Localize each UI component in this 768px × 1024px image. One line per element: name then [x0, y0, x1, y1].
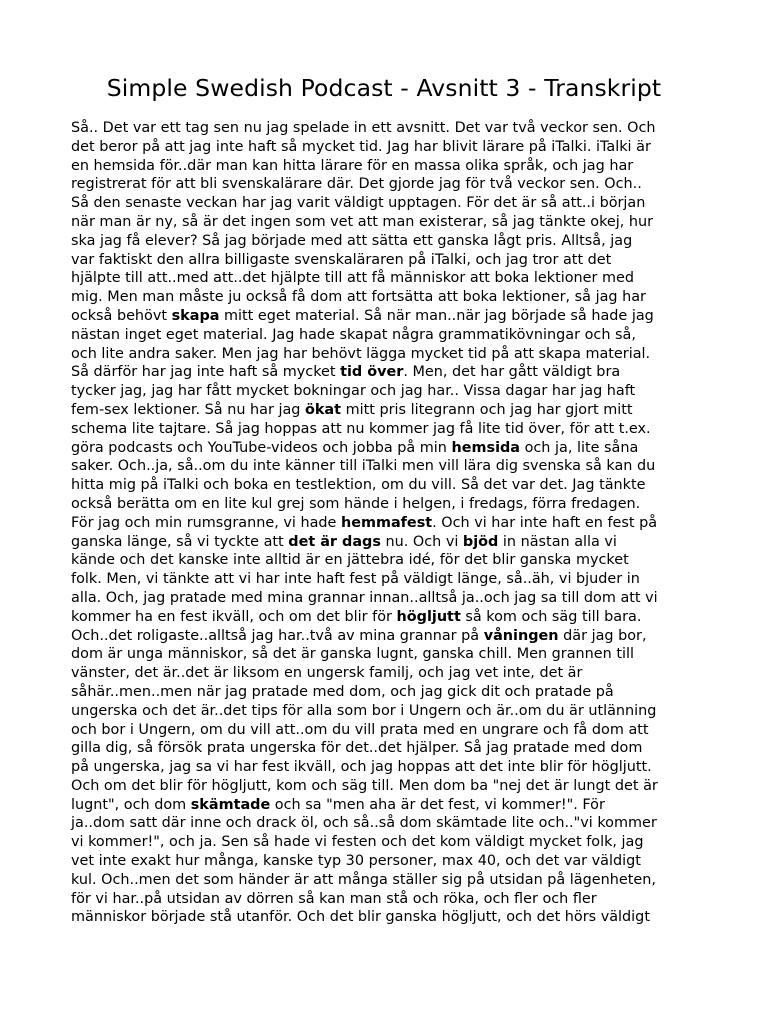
vocab-highlight: bjöd [462, 533, 499, 550]
transcript-text: Så den senaste veckan har jag varit väldigt upptagen. För det är så att..i början [71, 195, 646, 212]
transcript-line [71, 363, 701, 382]
transcript-body [71, 119, 701, 927]
transcript-text: ungerska och det är..det tips för alla som bor i Ungern och är..om du är utlänning [71, 702, 657, 719]
transcript-line [71, 213, 701, 232]
transcript-text: vi kommer!", och ja. Sen så hade vi festen och det kom väldigt mycket folk, jag [71, 834, 644, 851]
transcript-text: på ungerska, jag sa vi har fest ikväll, och jag hoppas att det inte blir för högljutt. [71, 759, 652, 776]
transcript-line [71, 251, 701, 270]
transcript-text: folk. Men, vi tänkte att vi har inte haft fest på väldigt länge, så..äh, vi bjuder in [71, 571, 640, 588]
transcript-text: in nästan alla vi [498, 533, 617, 550]
transcript-text: registrerat för att bli svenskalärare där. Det gjorde jag för två veckor sen. Och.. [71, 176, 642, 193]
transcript-line [71, 194, 701, 213]
transcript-text: vet inte exakt hur många, kanske typ 30 personer, max 40, och det var väldigt [71, 853, 641, 870]
page-title: Simple Swedish Podcast - Avsnitt 3 - Transkript [106, 74, 662, 102]
transcript-text: tycker jag, jag har fått mycket bokningar och jag har.. Vissa dagar har jag haft [71, 383, 636, 400]
transcript-text: mig. Men man måste ju också få dom att fortsätta att boka lektioner, så jag har [71, 289, 646, 306]
transcript-line [71, 702, 701, 721]
transcript-line [71, 345, 701, 364]
transcript-line [71, 138, 701, 157]
transcript-line [71, 664, 701, 683]
transcript-line [71, 326, 701, 345]
transcript-line [71, 796, 701, 815]
transcript-text: Så därför har jag inte haft så mycket [71, 364, 341, 381]
transcript-text: och bor i Ungern, om du vill att..om du vill prata med en ungrare och få dom att [71, 721, 649, 738]
transcript-text: Och..det roligaste..alltså jag har..två av mina grannar på [71, 627, 484, 644]
transcript-line [71, 589, 701, 608]
transcript-text: mitt eget material. Så när man..när jag började så hade jag [219, 307, 654, 324]
vocab-highlight: ökat [304, 401, 342, 418]
transcript-text: och ja, lite såna [520, 439, 639, 456]
transcript-line [71, 514, 701, 533]
vocab-highlight: skapa [171, 307, 220, 324]
transcript-line [71, 269, 701, 288]
transcript-line [71, 852, 701, 871]
transcript-text: när man är ny, så är det ingen som vet att man existerar, så jag tänkte okej, hur [71, 213, 654, 230]
vocab-highlight: högljutt [396, 608, 461, 625]
transcript-text: . Men, det har gått väldigt bra [403, 364, 621, 381]
transcript-text: också behövt [71, 307, 172, 324]
transcript-text: så kom och säg till bara. [460, 608, 642, 625]
transcript-text: . Och vi har inte haft en fest på [432, 514, 658, 531]
transcript-line [71, 382, 701, 401]
transcript-text: schema lite tajtare. Så jag hoppas att nu kommer jag få lite tid över, för att t.ex. [71, 420, 651, 437]
transcript-text: nästan inget eget material. Jag hade skapat några grammatikövningar och så, [71, 326, 636, 343]
transcript-text: en hemsida för..där man kan hitta lärare för en massa olika språk, och jag har [71, 157, 634, 174]
transcript-text: kommer ha en fest ikväll, och om det blir för [71, 608, 397, 625]
transcript-text: och lite andra saker. Men jag har behövt lägga mycket tid på att skapa material. [71, 345, 651, 362]
transcript-line [71, 476, 701, 495]
transcript-line [71, 551, 701, 570]
transcript-text: alla. Och, jag pratade med mina grannar innan..alltså ja..och jag sa till dom att vi [71, 589, 658, 606]
transcript-line [71, 683, 701, 702]
transcript-line [71, 777, 701, 796]
transcript-text: det beror på att jag inte haft så mycket tid. Jag har blivit lärare på iTalki. iTalki är [71, 138, 651, 155]
transcript-text: nu. Och vi [380, 533, 463, 550]
vocab-highlight: hemmafest [340, 514, 433, 531]
transcript-text: och sa "men aha är det fest, vi kommer!". För [270, 796, 605, 813]
transcript-text: hitta mig på iTalki och boka en testlektion, om du vill. Så det var det. Jag tänkte [71, 477, 646, 494]
transcript-line [71, 570, 701, 589]
transcript-text: För jag och min rumsgranne, vi hade [71, 514, 341, 531]
transcript-line [71, 420, 701, 439]
transcript-line [71, 721, 701, 740]
transcript-line [71, 175, 701, 194]
transcript-text: människor började stå utanför. Och det blir ganska högljutt, och det hörs väldigt [71, 909, 650, 926]
transcript-text: såhär..men..men när jag pratade med dom, och jag gick dit och pratade på [71, 683, 614, 700]
transcript-line [71, 758, 701, 777]
transcript-text: också berätta om en lite kul grej som hände i helgen, i fredags, förra fredagen. [71, 495, 641, 512]
transcript-line [71, 814, 701, 833]
transcript-text: för vi har..på utsidan av dörren så kan man stå och röka, och fler och fler [71, 890, 597, 907]
transcript-text: ganska länge, så vi tyckte att [71, 533, 289, 550]
transcript-text: saker. Och..ja, så..om du inte känner till iTalki men vill lära dig svenska så kan du [71, 458, 656, 475]
transcript-line [71, 739, 701, 758]
transcript-text: fem-sex lektioner. Så nu har jag [71, 401, 305, 418]
transcript-text: Så.. Det var ett tag sen nu jag spelade in ett avsnitt. Det var två veckor sen. Och [71, 120, 656, 136]
transcript-text: ska jag få elever? Så jag började med att sätta ett ganska lågt pris. Alltså, jag [71, 232, 633, 249]
transcript-text: Och om det blir för högljutt, kom och säg till. Men dom ba "nej det är lungt det är [71, 777, 658, 794]
transcript-line [71, 645, 701, 664]
transcript-line [71, 307, 701, 326]
transcript-line [71, 908, 701, 927]
transcript-text: kul. Och..men det som händer är att många ställer sig på utsidan på lägenheten, [71, 871, 656, 888]
transcript-line [71, 871, 701, 890]
vocab-highlight: hemsida [451, 439, 521, 456]
transcript-text: göra podcasts och YouTube-videos och jobba på min [71, 439, 452, 456]
transcript-line [71, 119, 701, 138]
transcript-text: hjälpte till att..med att..det hjälpte till att få människor att boka lektioner med [71, 270, 635, 287]
transcript-line [71, 232, 701, 251]
transcript-text: ja..dom satt där inne och drack öl, och så..så dom skämtade lite och.."vi kommer [71, 815, 657, 832]
transcript-line [71, 288, 701, 307]
vocab-highlight: skämtade [190, 796, 271, 813]
transcript-line [71, 457, 701, 476]
transcript-line [71, 439, 701, 458]
transcript-line [71, 608, 701, 627]
vocab-highlight: det är dags [288, 533, 381, 550]
transcript-text: där jag bor, [558, 627, 647, 644]
transcript-text: var faktiskt den allra billigaste svenskaläraren på iTalki, och jag tror att det [71, 251, 612, 268]
transcript-text: vänster, det är..det är liksom en ungersk familj, och jag vet inte, det är [71, 665, 583, 682]
transcript-text: gilla dig, så försök prata ungerska för det..det hjälper. Så jag pratade med dom [71, 740, 643, 757]
vocab-highlight: tid över [340, 364, 404, 381]
transcript-line [71, 627, 701, 646]
transcript-line [71, 401, 701, 420]
vocab-highlight: våningen [483, 627, 559, 644]
transcript-text: lugnt", och dom [71, 796, 191, 813]
transcript-line [71, 157, 701, 176]
transcript-text: kände och det kanske inte alltid är en jättebra idé, för det blir ganska mycket [71, 552, 629, 569]
transcript-text: dom är unga människor, så det är ganska lugnt, ganska chill. Men grannen till [71, 646, 634, 663]
transcript-text: mitt pris litegrann och jag har gjort mitt [341, 401, 633, 418]
transcript-line [71, 833, 701, 852]
transcript-line [71, 890, 701, 909]
transcript-line [71, 495, 701, 514]
transcript-line [71, 533, 701, 552]
